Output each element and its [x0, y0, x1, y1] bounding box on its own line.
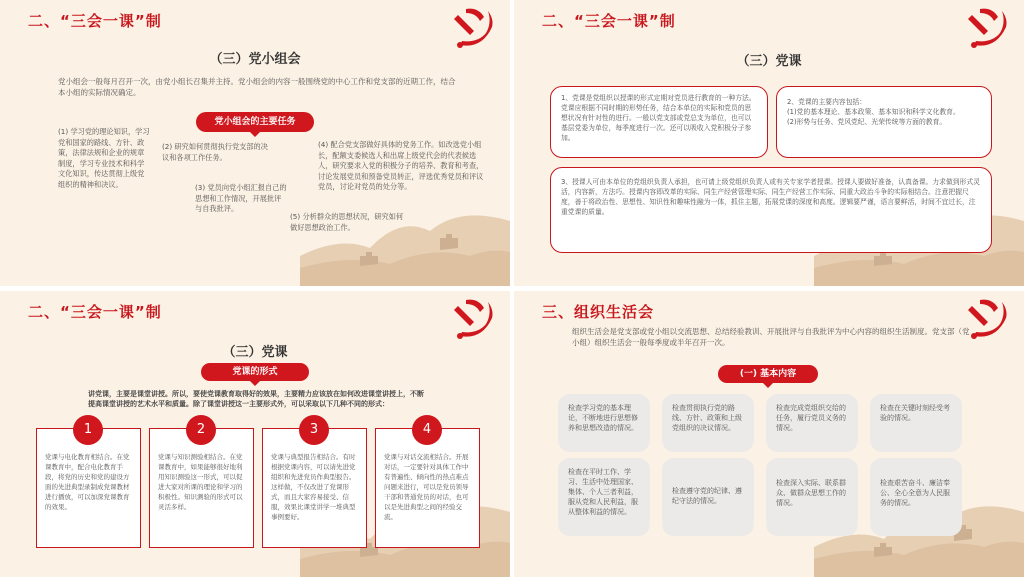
- slide-2: [514, 0, 1024, 286]
- section-subtitle: （三）党小组会: [209, 52, 301, 67]
- party-emblem-icon: [452, 296, 496, 340]
- party-emblem-icon: [452, 5, 496, 49]
- slide-title: 三、组织生活会: [542, 303, 655, 321]
- info-box-2: 2、党课的主要内容包括： (1)党的基本理论、基本政策、基本知识和科学文化教育。 (2)形势与任务、党风党纪、光荣传统等方面的教育。: [776, 86, 992, 158]
- slide-title: 二、“三会一课”制: [28, 12, 162, 30]
- forms-description: 讲党课，主要是课堂讲授。所以，要使党课教育取得好的效果，主要精力应该放在如何改进课堂讲授上，不断提高课堂讲授的艺术水平和质量。除了课堂讲授这一主要形式外，可以采取以下几种不同的形式：: [88, 390, 424, 408]
- card-text: 党课与对话交流相结合。开展对话，一定要针对具体工作中有普遍性、倾向性的热点难点问题来进行，可以是党员领导干部和普通党员的对话，也可以是先进典型之间的经验交流。: [384, 453, 469, 521]
- content-item: 检查深入实际、联系群众、做群众思想工作的情况。: [766, 458, 858, 536]
- slide-title: 二、“三会一课”制: [28, 303, 162, 321]
- task-item: (2) 研究如何贯彻执行党支部的决议和各项工作任务。: [162, 142, 268, 162]
- card-number: 1: [73, 415, 103, 445]
- card-text: 党课与电化教育相结合。在党课教育中，配合电化教育手段，将党的历史和党的建设方面的先进典型录制成党课教材进行播放，可以加深党课教育的效果。: [45, 453, 130, 511]
- basic-content-pill: (一) 基本内容: [718, 365, 818, 383]
- content-item: 检查贯彻执行党的路线、方针、政策和上级党组织的决议情况。: [662, 394, 754, 452]
- forms-pill: 党课的形式: [201, 363, 309, 381]
- party-emblem-icon: [966, 5, 1010, 49]
- slide-1: [0, 0, 510, 286]
- content-item: 检查艰苦奋斗、廉洁奉公、全心全意为人民服务的情况。: [870, 458, 962, 536]
- card-number: 4: [412, 415, 442, 445]
- form-card-4: [375, 422, 480, 548]
- slide-3: [0, 291, 510, 577]
- card-text: 党课与知识测验相结合。在党课教育中，如果能够很好地利用知识测验这一形式，可以促进大家对所课的理论和学习的积极性。知识测验的形式可以灵活多样。: [158, 453, 243, 511]
- tasks-pill: 党小组会的主要任务: [196, 112, 314, 132]
- card-number: 3: [299, 415, 329, 445]
- task-item: (1) 学习党的理论知识，学习党和国家的路线、方针、政策，法律法规和企业的规章制度，学习专业技术和科学文化知识，传达贯彻上级党组织的精神和决议。: [58, 127, 150, 189]
- info-box-3: 3、授课人可由本单位的党组织负责人承担，也可请上级党组织负责人或有关专家学者授课。授课人要做好准备，认真备课。力求做到形式灵活，内容新，方法巧。授课内容即改革的实际、同生产经营管理实际、同生产经营工作实际、同重大政治斗争的实际相结合。注意把握尺度，善于将政治性、思想性、知识性和趣味性融为一体，抓住主题，拓展党课的深度和高度。逻辑要严谨，语言要鲜活，时间不宜过长，注重党课的质量。: [550, 167, 992, 253]
- slide-4: [514, 291, 1024, 577]
- task-item: (3) 党员向党小组汇报自己的思想和工作情况，开展批评与自我批评。: [195, 183, 287, 213]
- form-card-1: [36, 422, 141, 548]
- task-item: (5) 分析群众的思想状况，研究如何做好思想政治工作。: [290, 212, 404, 232]
- section-subtitle: （三）党课: [222, 345, 288, 360]
- content-item: 检查在关键时刻经受考验的情况。: [870, 394, 962, 452]
- content-item: 检查在平时工作、学习、生活中处理国家、集体、个人三者利益，服从党和人民利益，服从整体利益的情况。: [558, 458, 650, 536]
- task-item: (4) 配合党支部做好具体的党务工作。如改选党小组长，配额支委候选人和出席上级党代会的代表候选人，研究要求入党的积极分子的培养、教育和考查，讨论发展党员和预备党员转正，评选优秀党员和评议党员，讨论对党员的处分等。: [318, 140, 484, 191]
- intro-text: 组织生活会是党支部或党小组以交流思想、总结经验教训、开展批评与自我批评为中心内容的组织生活制度。党支部（党小组）组织生活会一般每季度或半年召开一次。: [572, 327, 970, 347]
- card-number: 2: [186, 415, 216, 445]
- intro-text: 党小组会一般每月召开一次，由党小组长召集并主持。党小组会的内容一般围绕党的中心工作和党支部的近期工作，结合本小组的实际情况确定。: [58, 77, 456, 97]
- section-subtitle: （三）党课: [736, 54, 802, 69]
- content-item: 检查完成党组织交给的任务，履行党员义务的情况。: [766, 394, 858, 452]
- slide-title: 二、“三会一课”制: [542, 12, 676, 30]
- form-card-3: [262, 422, 367, 548]
- content-item: 检查学习党的基本理论，不断地进行思想修养和思想改造的情况。: [558, 394, 650, 452]
- card-text: 党课与典型报告相结合。有时根据党课内容，可以请先进党组织和先进党员作典型报告。这样做，不仅改进了党课形式，而且大家容易接受、信服，效果比课堂讲学一堆典型事例要好。: [271, 453, 356, 521]
- info-box-1: 1、党课是党组织以授课的形式定期对党员进行教育的一种方法。党课应根据不同时期的形势任务，结合本单位的实际和党员的思想状况有针对性的进行。一般以党支部或党总支为单位，也可以基层党委为单位，每季度进行一次。还可以吸收入党积极分子参加。: [550, 86, 768, 158]
- form-card-2: [149, 422, 254, 548]
- content-item: 检查遵守党的纪律、遵纪守法的情况。: [662, 458, 754, 536]
